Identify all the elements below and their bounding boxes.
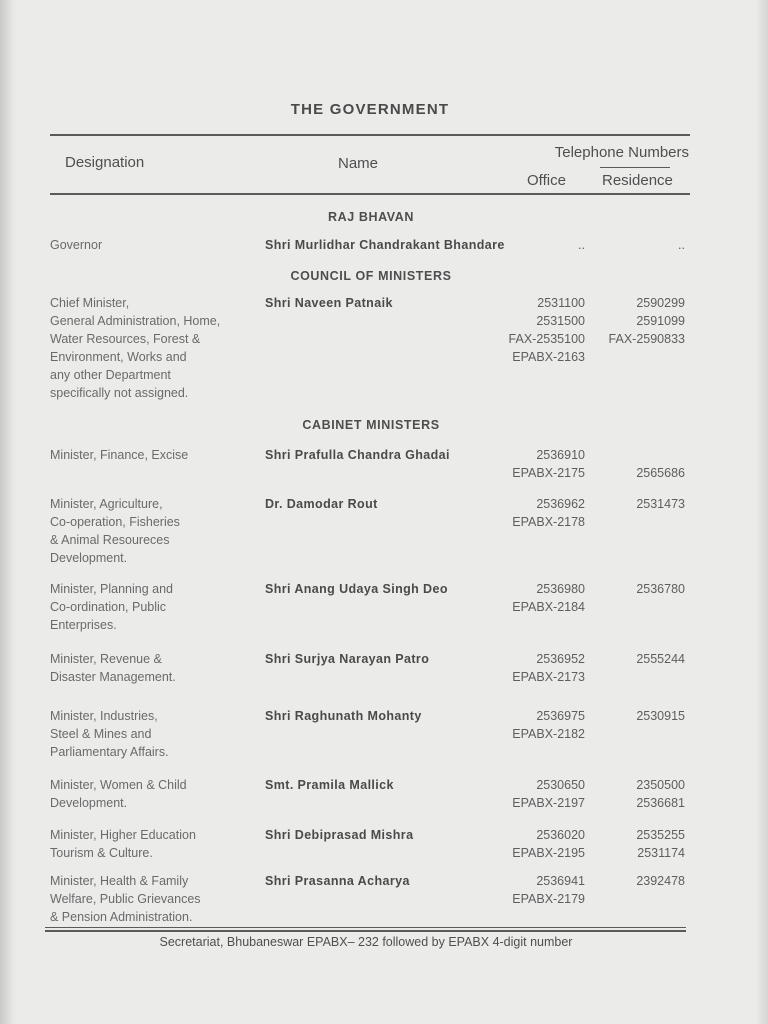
page-binding-shadow xyxy=(0,0,16,1024)
footer-note: Secretariat, Bhubaneswar EPABX– 232 followed by EPABX 4-digit number xyxy=(159,935,573,949)
row-residence-phone: 2536780 xyxy=(636,582,685,596)
row-name: Smt. Pramila Mallick xyxy=(265,778,394,792)
row-name: Dr. Damodar Rout xyxy=(265,497,378,511)
row-name: Shri Naveen Patnaik xyxy=(265,296,393,310)
row-residence-phone: 2350500 2536681 xyxy=(636,778,685,810)
footer-rule-bottom xyxy=(45,930,686,932)
header-top-rule xyxy=(50,134,690,136)
footer-rule-top xyxy=(45,927,686,928)
section-cabinet-ministers: CABINET MINISTERS xyxy=(302,418,440,432)
row-residence-phone: .. xyxy=(678,238,685,252)
row-name: Shri Surjya Narayan Patro xyxy=(265,652,430,666)
telephone-underline xyxy=(600,167,670,168)
designation-header: Designation xyxy=(65,154,145,171)
row-residence-phone: 2555244 xyxy=(636,652,685,666)
row-designation: Minister, Women & Child Development. xyxy=(50,778,187,810)
row-office-phone: 2536980 EPABX-2184 xyxy=(512,582,585,614)
residence-header: Residence xyxy=(602,172,673,189)
row-designation: Governor xyxy=(50,238,103,252)
row-office-phone: .. xyxy=(578,238,585,252)
row-residence-phone: 2531473 xyxy=(636,497,685,511)
name-header: Name xyxy=(338,155,379,172)
section-council-of-ministers: COUNCIL OF MINISTERS xyxy=(290,269,452,283)
row-residence-phone: 2530915 xyxy=(636,709,685,723)
row-designation: Minister, Agriculture, Co-operation, Fisheries & Animal Resoureces Development. xyxy=(50,497,180,565)
row-office-phone: 2531100 2531500 FAX-2535100 EPABX-2163 xyxy=(508,296,585,364)
row-name: Shri Anang Udaya Singh Deo xyxy=(265,582,448,596)
row-residence-phone: 2535255 2531174 xyxy=(636,828,685,860)
row-designation: Minister, Health & Family Welfare, Public Grievances & Pension Administration. xyxy=(50,874,201,924)
row-designation: Minister, Higher Education Tourism & Culture. xyxy=(50,828,196,860)
section-raj-bhavan: RAJ BHAVAN xyxy=(327,210,415,224)
row-office-phone: 2536952 EPABX-2173 xyxy=(512,652,585,684)
row-office-phone: 2530650 EPABX-2197 xyxy=(512,778,585,810)
row-name: Shri Prasanna Acharya xyxy=(265,874,410,888)
page-edge-shadow xyxy=(756,0,768,1024)
row-name: Shri Debiprasad Mishra xyxy=(265,828,414,842)
page-title: THE GOVERNMENT xyxy=(290,101,450,118)
row-residence-phone: 2590299 2591099 FAX-2590833 xyxy=(608,296,685,346)
row-designation: Chief Minister, General Administration, Home, Water Resources, Forest & Environment, Works and any other Department specifically not assigned. xyxy=(50,296,221,400)
row-designation: Minister, Planning and Co-ordination, Public Enterprises. xyxy=(50,582,173,632)
row-office-phone: 2536020 EPABX-2195 xyxy=(512,828,585,860)
row-residence-phone: 2565686 xyxy=(636,466,685,480)
row-designation: Minister, Revenue & Disaster Management. xyxy=(50,652,176,684)
row-designation: Minister, Finance, Excise xyxy=(50,448,189,462)
telephone-header: Telephone Numbers xyxy=(554,144,689,161)
row-office-phone: 2536910 EPABX-2175 xyxy=(512,448,585,480)
row-name: Shri Raghunath Mohanty xyxy=(265,709,422,723)
office-header: Office xyxy=(527,172,566,189)
row-office-phone: 2536962 EPABX-2178 xyxy=(512,497,585,529)
row-designation: Minister, Industries, Steel & Mines and Parliamentary Affairs. xyxy=(50,709,169,759)
row-name: Shri Murlidhar Chandrakant Bhandare xyxy=(265,238,505,252)
header-bottom-rule xyxy=(50,193,690,195)
row-office-phone: 2536975 EPABX-2182 xyxy=(512,709,585,741)
row-residence-phone: 2392478 xyxy=(636,874,685,888)
row-name: Shri Prafulla Chandra Ghadai xyxy=(265,448,450,462)
row-office-phone: 2536941 EPABX-2179 xyxy=(512,874,585,906)
